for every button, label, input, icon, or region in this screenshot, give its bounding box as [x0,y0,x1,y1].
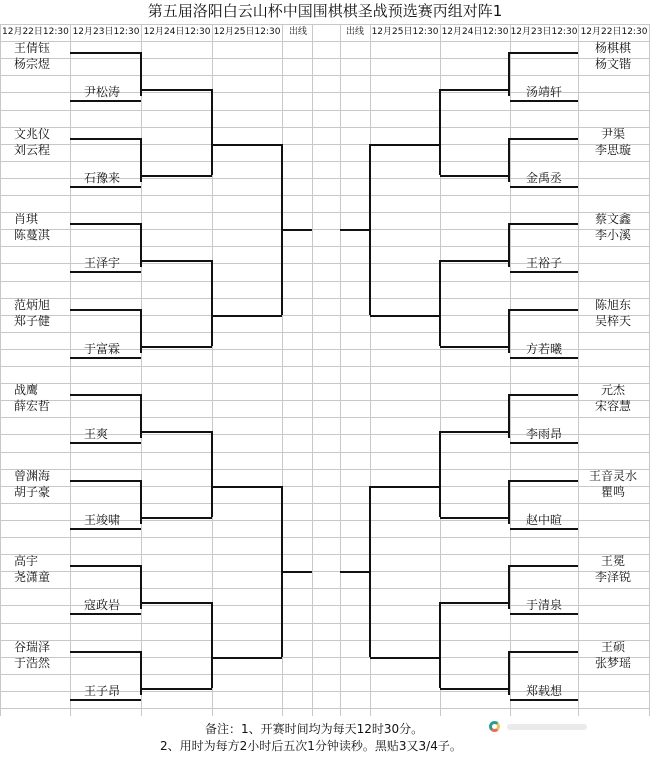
footnote-line-2: 2、用时为每方2小时后五次1分钟读秒。黑贴3又3/4子。 [160,739,462,753]
right-player-name: 张梦瑶 [594,655,631,670]
bracket-line [141,688,212,690]
right-player-name: 吴梓天 [594,313,631,328]
bracket-line [510,138,578,140]
bracket-line [70,480,141,482]
header-left-r1-date: 12月22日12:30 [2,27,69,37]
bracket-line [439,431,441,517]
left-player-name: 肖琪 [14,212,39,226]
bracket-line [282,229,312,231]
bracket-line [70,394,141,396]
bracket-line [510,52,578,54]
page-title: 第五届洛阳白云山杯中国围棋棋圣战预选赛丙组对阵1 [147,2,503,20]
bracket-line [510,357,578,359]
right-seed-name: 王裕子 [525,256,562,270]
right-player-name: 李思璇 [594,142,631,157]
bracket-line [70,651,141,653]
bracket-line [141,260,212,262]
bracket-line [510,100,578,102]
left-seed-name: 王爽 [84,427,109,441]
bracket-line [340,571,370,573]
left-player-name: 杨宗煜 [14,57,51,71]
right-player-name: 王音灵水 [588,468,637,483]
left-player-name: 陈蔓淇 [14,228,51,242]
bracket-line [510,528,578,530]
left-player-name: 高宇 [14,554,39,568]
left-player-name: 郑子健 [14,313,51,328]
header-left-r2-date: 12月23日12:30 [72,27,140,37]
bracket-line [70,271,141,273]
bracket-line [510,442,578,444]
left-player-name: 薛宏哲 [14,399,51,413]
bracket-line [340,229,370,231]
bracket-line [212,657,282,659]
left-player-name: 文兆仪 [14,126,51,141]
bracket-line [440,517,510,519]
bracket-line [70,138,141,140]
bracket-line [141,175,212,177]
right-player-name: 李泽锐 [594,570,631,584]
bracket-line [211,260,213,346]
left-seed-name: 石豫来 [84,170,121,185]
bracket-line [70,528,141,530]
bracket-line [510,613,578,615]
bracket-line [141,346,212,348]
left-player-name: 范炳旭 [14,297,51,312]
bracket-line [141,431,212,433]
right-player-name: 陈旭东 [594,297,631,312]
bracket-line [439,602,441,688]
right-seed-name: 金禹丞 [525,170,562,185]
bracket-line [70,565,141,567]
left-player-name: 于浩然 [14,655,51,670]
bracket-line [141,602,212,604]
left-seed-name: 尹松涛 [84,85,121,99]
header-right-r4-date: 12月25日12:30 [371,27,439,37]
header-right-r2-date: 12月23日12:30 [510,27,578,37]
bracket-line [211,431,213,517]
bracket-line [440,602,510,604]
bracket-line [70,223,141,225]
bracket-line [370,315,440,317]
bracket-line [510,186,578,188]
right-player-name: 杨文锴 [594,57,631,71]
bracket-line [370,486,440,488]
bracket-line [510,651,578,653]
header-right-qualify: 出线 [345,27,364,37]
bracket-line [510,309,578,311]
bracket-line [510,565,578,567]
right-player-name: 王冕 [600,554,625,568]
bracket-line [510,271,578,273]
bracket-line [70,699,141,701]
bracket-line [70,357,141,359]
header-left-r3-date: 12月24日12:30 [143,27,211,37]
right-seed-name: 方若曦 [525,341,562,356]
watermark-text-redacted [507,724,587,730]
bracket-line [70,309,141,311]
bracket-line [141,89,212,91]
bracket-line [510,223,578,225]
left-seed-name: 王竣啸 [84,512,121,527]
right-seed-name: 李雨昂 [525,427,562,441]
bracket-line [212,144,282,146]
bracket-line [70,613,141,615]
right-seed-name: 汤靖轩 [525,85,562,99]
right-player-name: 王硕 [600,639,625,654]
watermark-logo-icon [489,721,500,732]
left-player-name: 曾渊海 [14,468,51,483]
bracket-line [510,480,578,482]
left-seed-name: 王子昂 [84,683,121,698]
bracket-line [70,52,141,54]
right-player-name: 蔡文鑫 [594,212,631,226]
left-seed-name: 于富霖 [84,341,121,356]
footnote-line-1: 备注：1、开赛时间均为每天12时30分。 [205,722,424,736]
left-player-name: 刘云程 [14,142,51,157]
bracket-line [141,517,212,519]
right-seed-name: 郑载想 [525,683,562,698]
right-player-name: 尹渠 [600,126,625,141]
bracket-line [439,89,441,175]
bracket-line [510,394,578,396]
right-player-name: 宋容慧 [594,399,631,413]
bracket-line [211,89,213,175]
bracket-line [282,571,312,573]
right-player-name: 元杰 [600,383,625,397]
header-right-r1-date: 12月22日12:30 [580,27,648,37]
bracket-line [440,89,510,91]
bracket-line [70,100,141,102]
bracket-line [440,688,510,690]
left-player-name: 王倩钰 [14,41,51,55]
left-player-name: 胡子豪 [14,484,51,499]
right-player-name: 李小溪 [594,228,631,242]
bracket-line [211,602,213,688]
bracket-line [212,315,282,317]
header-right-r3-date: 12月24日12:30 [441,27,509,37]
bracket-line [439,260,441,346]
left-seed-name: 王泽宇 [84,256,121,270]
left-player-name: 谷瑞泽 [14,639,51,654]
bracket-line [440,175,510,177]
bracket-line [70,442,141,444]
header-left-qualify: 出线 [288,27,307,37]
bracket-line [440,431,510,433]
left-seed-name: 寇政岩 [84,598,121,612]
right-seed-name: 于清泉 [525,598,562,612]
bracket-line [510,699,578,701]
left-player-name: 战鹰 [14,383,39,397]
bracket-line [70,186,141,188]
right-player-name: 杨棋棋 [594,41,631,55]
right-seed-name: 赵中暄 [525,512,562,527]
bracket-line [440,346,510,348]
bracket-line [370,657,440,659]
bracket-line [370,144,440,146]
bracket-line [440,260,510,262]
header-left-r4-date: 12月25日12:30 [213,27,281,37]
left-player-name: 尧潇童 [14,570,51,584]
right-player-name: 瞿鸣 [600,484,625,499]
bracket-line [212,486,282,488]
